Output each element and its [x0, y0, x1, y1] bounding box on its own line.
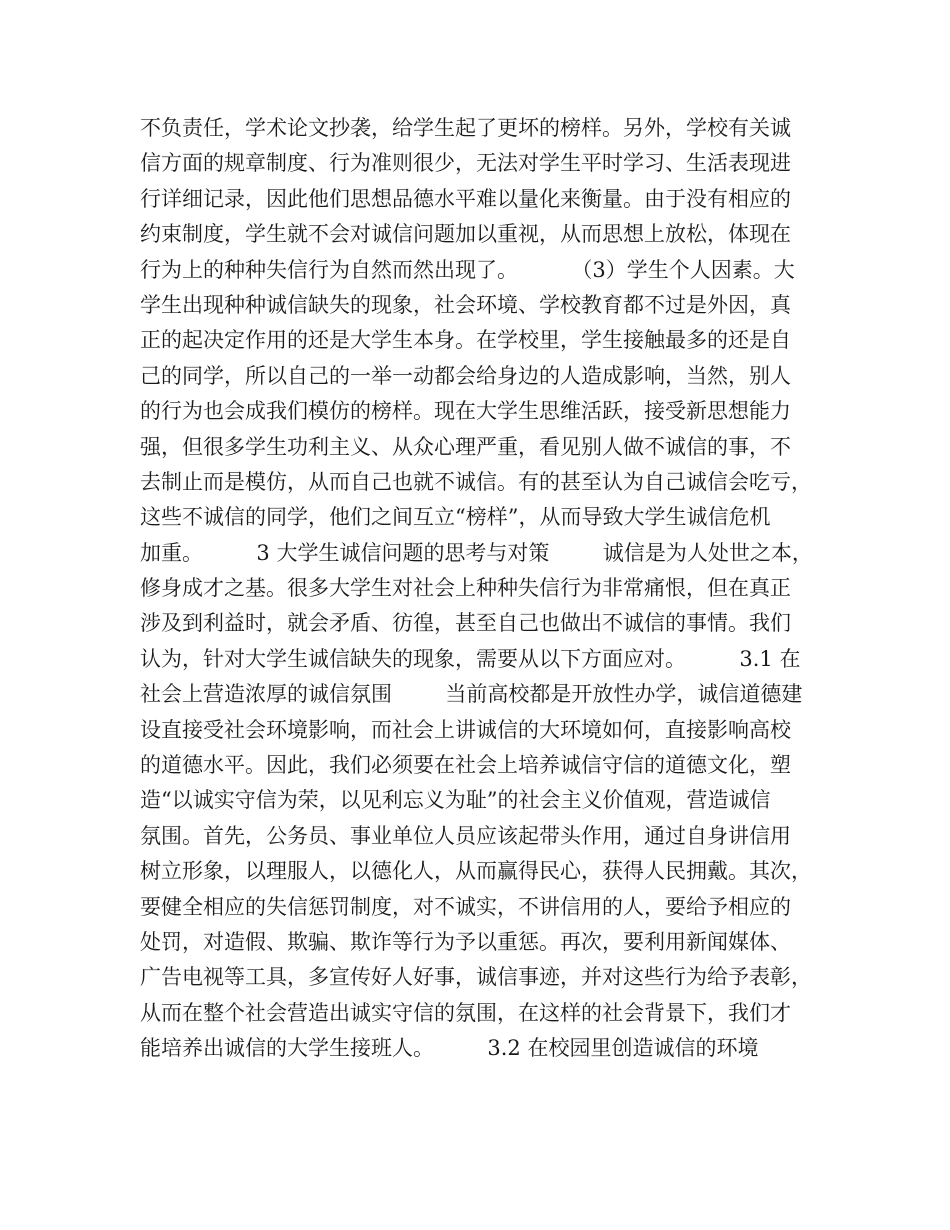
- text-line: 这些不诚信的同学，他们之间互立“榜样”，从而导致大学生诚信危机: [140, 505, 771, 530]
- text-line: 广告电视等工具，多宣传好人好事，诚信事迹，并对这些行为给予表彰，: [140, 965, 812, 990]
- text-line: 能培养出诚信的大学生接班人。 3.2 在校园里创造诚信的环境: [140, 1036, 759, 1061]
- text-line: 学生出现种种诚信缺失的现象，社会环境、学校教育都不过是外因，真: [140, 292, 791, 317]
- text-line: 从而在整个社会营造出诚实守信的氛围，在这样的社会背景下，我们才: [140, 1000, 791, 1025]
- text-line: 不负责任，学术论文抄袭，给学生起了更坏的榜样。另外，学校有关诚: [140, 116, 791, 140]
- text-line: 行详细记录，因此他们思想品德水平难以量化来衡量。由于没有相应的: [140, 186, 791, 211]
- text-line: 设直接受社会环境影响，而社会上讲诚信的大环境如何，直接影响高校: [140, 717, 791, 742]
- text-line: 处罚，对造假、欺骗、欺诈等行为予以重惩。再次，要利用新闻媒体、: [140, 929, 791, 954]
- text-line: 社会上营造浓厚的诚信氛围 当前高校都是开放性办学，诚信道德建: [140, 682, 803, 707]
- text-line: 要健全相应的失信惩罚制度，对不诚实，不讲信用的人，要给予相应的: [140, 894, 791, 919]
- text-line: 去制止而是模仿，从而自己也就不诚信。有的甚至认为自己诚信会吃亏，: [140, 469, 812, 494]
- text-line: 涉及到利益时，就会矛盾、彷徨，甚至自己也做出不诚信的事情。我们: [140, 611, 791, 636]
- text-line: 的行为也会成我们模仿的榜样。现在大学生思维活跃，接受新思想能力: [140, 399, 791, 424]
- text-line: 认为，针对大学生诚信缺失的现象，需要从以下方面应对。 3.1 在: [140, 646, 801, 671]
- text-line: 的道德水平。因此，我们必须要在社会上培养诚信守信的道德文化，塑: [140, 753, 791, 778]
- text-line: 行为上的种种失信行为自然而然出现了。 （3）学生个人因素。大: [140, 257, 795, 282]
- text-line: 氛围。首先，公务员、事业单位人员应该起带头作用，通过自身讲信用: [140, 823, 791, 848]
- text-line: 树立形象，以理服人，以德化人，从而赢得民心，获得人民拥戴。其次，: [140, 859, 812, 884]
- text-line: 造“以诚实守信为荣，以见利忘义为耻”的社会主义价值观，营造诚信: [140, 788, 771, 813]
- text-line: 己的同学，所以自己的一举一动都会给身边的人造成影响，当然，别人: [140, 363, 791, 388]
- text-line: 加重。 3 大学生诚信问题的思考与对策 诚信是为人处世之本，: [140, 540, 813, 565]
- text-line: 信方面的规章制度、行为准则很少，无法对学生平时学习、生活表现进: [140, 151, 791, 176]
- body-text: [140, 111, 830, 1067]
- text-line: 约束制度，学生就不会对诚信问题加以重视，从而思想上放松，体现在: [140, 222, 791, 247]
- text-line: 修身成才之基。很多大学生对社会上种种失信行为非常痛恨，但在真正: [140, 576, 791, 601]
- text-line: 正的起决定作用的还是大学生本身。在学校里，学生接触最多的还是自: [140, 328, 791, 353]
- text-line: 强，但很多学生功利主义、从众心理严重，看见别人做不诚信的事，不: [140, 434, 791, 459]
